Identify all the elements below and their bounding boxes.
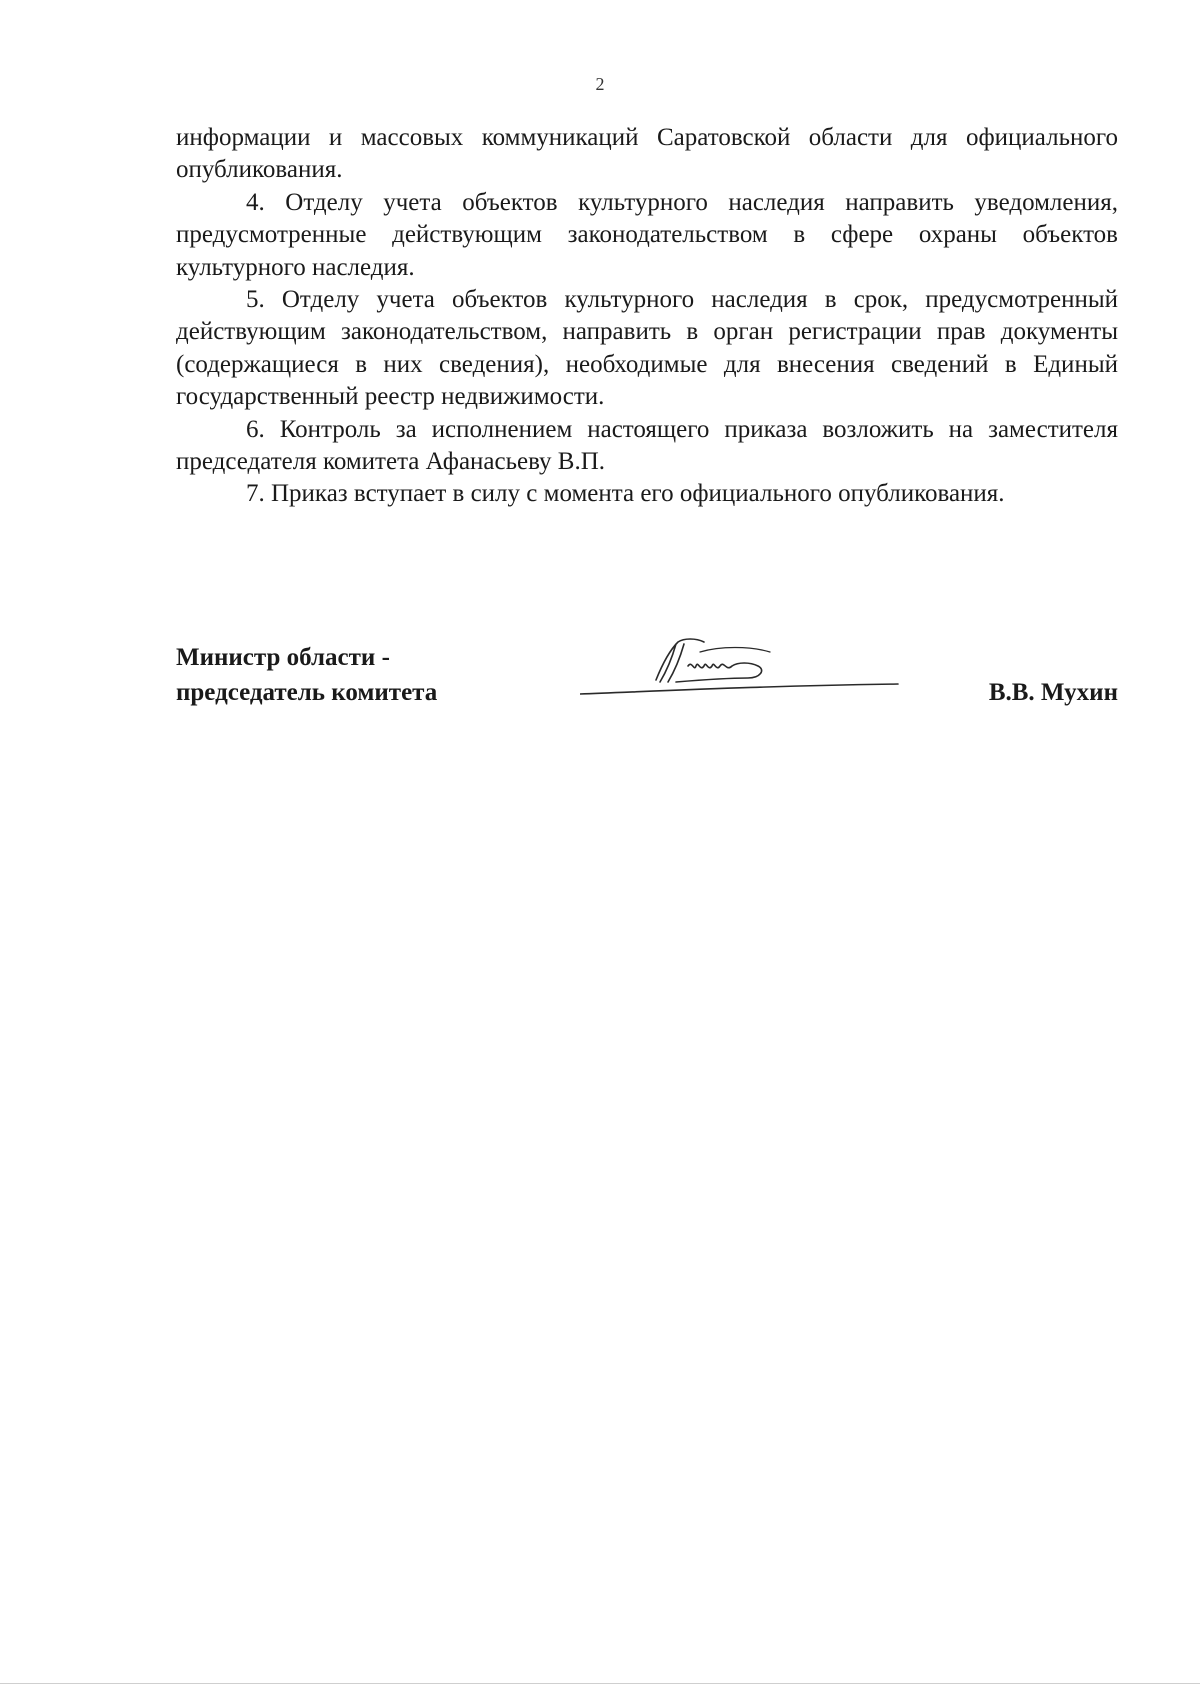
paragraph-continuation: информации и массовых коммуникаций Саратовской области для официального опубликования. bbox=[176, 124, 1118, 184]
signatory-position bbox=[176, 640, 437, 710]
paragraph-item-4: 4. Отделу учета объектов культурного наследия направить уведомления, предусмотренные действующим законодательством в сфере охраны объектов культурного наследия. bbox=[176, 188, 1118, 281]
handwritten-signature bbox=[580, 636, 900, 716]
signatory-position-line2: председатель комитета bbox=[176, 679, 438, 706]
page-number: 2 bbox=[595, 74, 605, 94]
paragraph-item-5: 5. Отделу учета объектов культурного наследия в срок, предусмотренный действующим законодательством, направить в орган регистрации прав документы (содержащиеся в них сведения), необходимые для внесения сведений в Единый государственный реестр недвижимости. bbox=[176, 286, 1118, 411]
page-bottom-edge bbox=[0, 1683, 1200, 1684]
paragraph-item-6: 6. Контроль за исполнением настоящего приказа возложить на заместителя председателя комитета Афанасьеву В.П. bbox=[176, 415, 1118, 476]
signatory-name: В.В. Мухин bbox=[988, 679, 1118, 706]
paragraph-item-7: 7. Приказ вступает в силу с момента его официального опубликования. bbox=[246, 480, 1005, 508]
document-body bbox=[176, 122, 1118, 511]
signatory-position-line1: Министр области - bbox=[176, 644, 390, 671]
